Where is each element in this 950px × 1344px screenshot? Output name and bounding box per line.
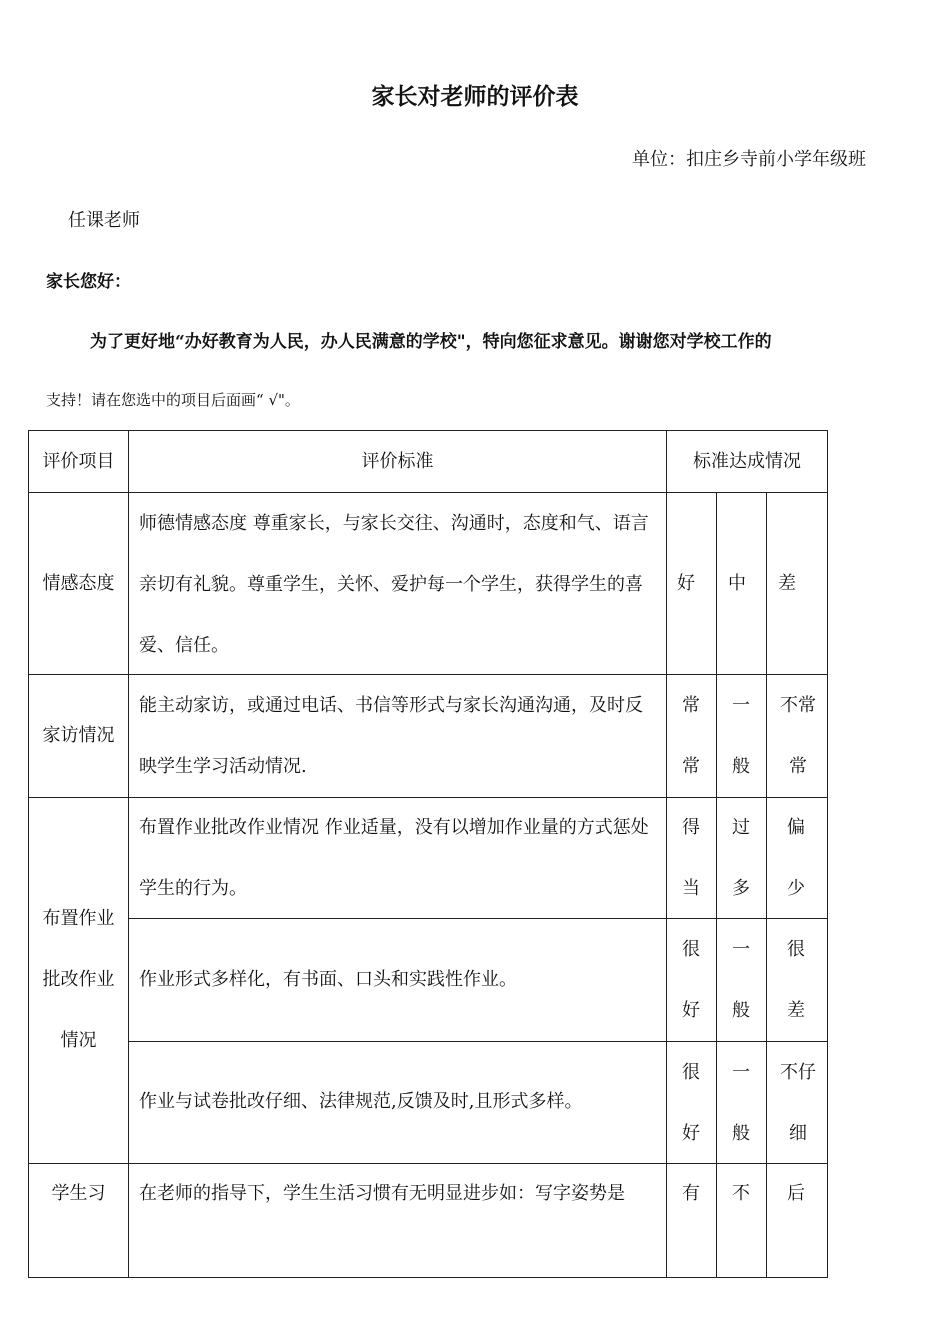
category-cell: 布置作业批改作业情况 <box>42 908 115 1051</box>
rating-option[interactable]: 偏少 <box>787 817 805 899</box>
rating-option[interactable]: 一般 <box>732 939 750 1021</box>
header-achievement: 标准达成情况 <box>693 451 801 472</box>
rating-option[interactable]: 得当 <box>682 817 700 899</box>
criteria-cell: 作业与试卷批改仔细、法律规范,反馈及时,且形式多样。 <box>139 1091 583 1112</box>
rating-option[interactable]: 有 <box>682 1183 700 1204</box>
teacher-label: 任课老师 <box>68 210 140 231</box>
intro-line-2: 支持！请在您选中的项目后面画“ √"。 <box>46 391 300 409</box>
rating-option[interactable]: 中 <box>728 573 746 594</box>
rating-option[interactable]: 过多 <box>732 817 750 899</box>
rating-option[interactable]: 差 <box>778 573 796 594</box>
greeting: 家长您好： <box>46 272 131 292</box>
rating-option[interactable]: 一般 <box>732 1062 750 1144</box>
rating-option[interactable]: 不仔细 <box>780 1062 816 1144</box>
rating-option[interactable]: 常常 <box>682 695 700 777</box>
unit-label: 单位：扣庄乡寺前小学年级班 <box>632 149 866 170</box>
page-title: 家长对老师的评价表 <box>371 83 579 110</box>
header-category: 评价项目 <box>42 451 115 472</box>
row-divider <box>129 1041 827 1042</box>
criteria-cell: 能主动家访，或通过电话、书信等形式与家长沟通沟通，及时反映学生学习活动情况. <box>139 695 643 777</box>
category-cell: 家访情况 <box>42 725 115 746</box>
criteria-cell: 布置作业批改作业情况 作业适量，没有以增加作业量的方式惩处学生的行为。 <box>139 817 649 899</box>
rating-option[interactable]: 很差 <box>787 939 805 1021</box>
rating-option[interactable]: 很好 <box>682 939 700 1021</box>
intro-line-1: 为了更好地“办好教育为人民，办人民满意的学校"，特向您征求意见。谢谢您对学校工作的 <box>90 332 772 352</box>
rating-option[interactable]: 好 <box>677 573 695 594</box>
column-divider <box>766 492 767 1277</box>
rating-option[interactable]: 不 <box>732 1183 750 1204</box>
criteria-cell: 在老师的指导下，学生生活习惯有无明显进步如：写字姿势是 <box>139 1183 625 1204</box>
rating-option[interactable]: 很好 <box>682 1062 700 1144</box>
rating-option[interactable]: 一般 <box>732 695 750 777</box>
category-cell: 学生习 <box>51 1183 106 1204</box>
criteria-cell: 师德情感态度 尊重家长，与家长交往、沟通时，态度和气、语言亲切有礼貌。尊重学生，关怀、爱护每一个学生，获得学生的喜爱、信任。 <box>139 513 649 656</box>
header-criteria: 评价标准 <box>361 451 434 472</box>
rating-option[interactable]: 不常常 <box>780 695 816 777</box>
criteria-cell: 作业形式多样化，有书面、口头和实践性作业。 <box>139 969 517 990</box>
column-divider <box>666 431 667 1277</box>
column-divider <box>716 492 717 1277</box>
column-divider <box>128 431 129 1277</box>
rating-option[interactable]: 后 <box>787 1183 805 1204</box>
category-cell: 情感态度 <box>42 573 115 594</box>
evaluation-table <box>28 430 828 1278</box>
